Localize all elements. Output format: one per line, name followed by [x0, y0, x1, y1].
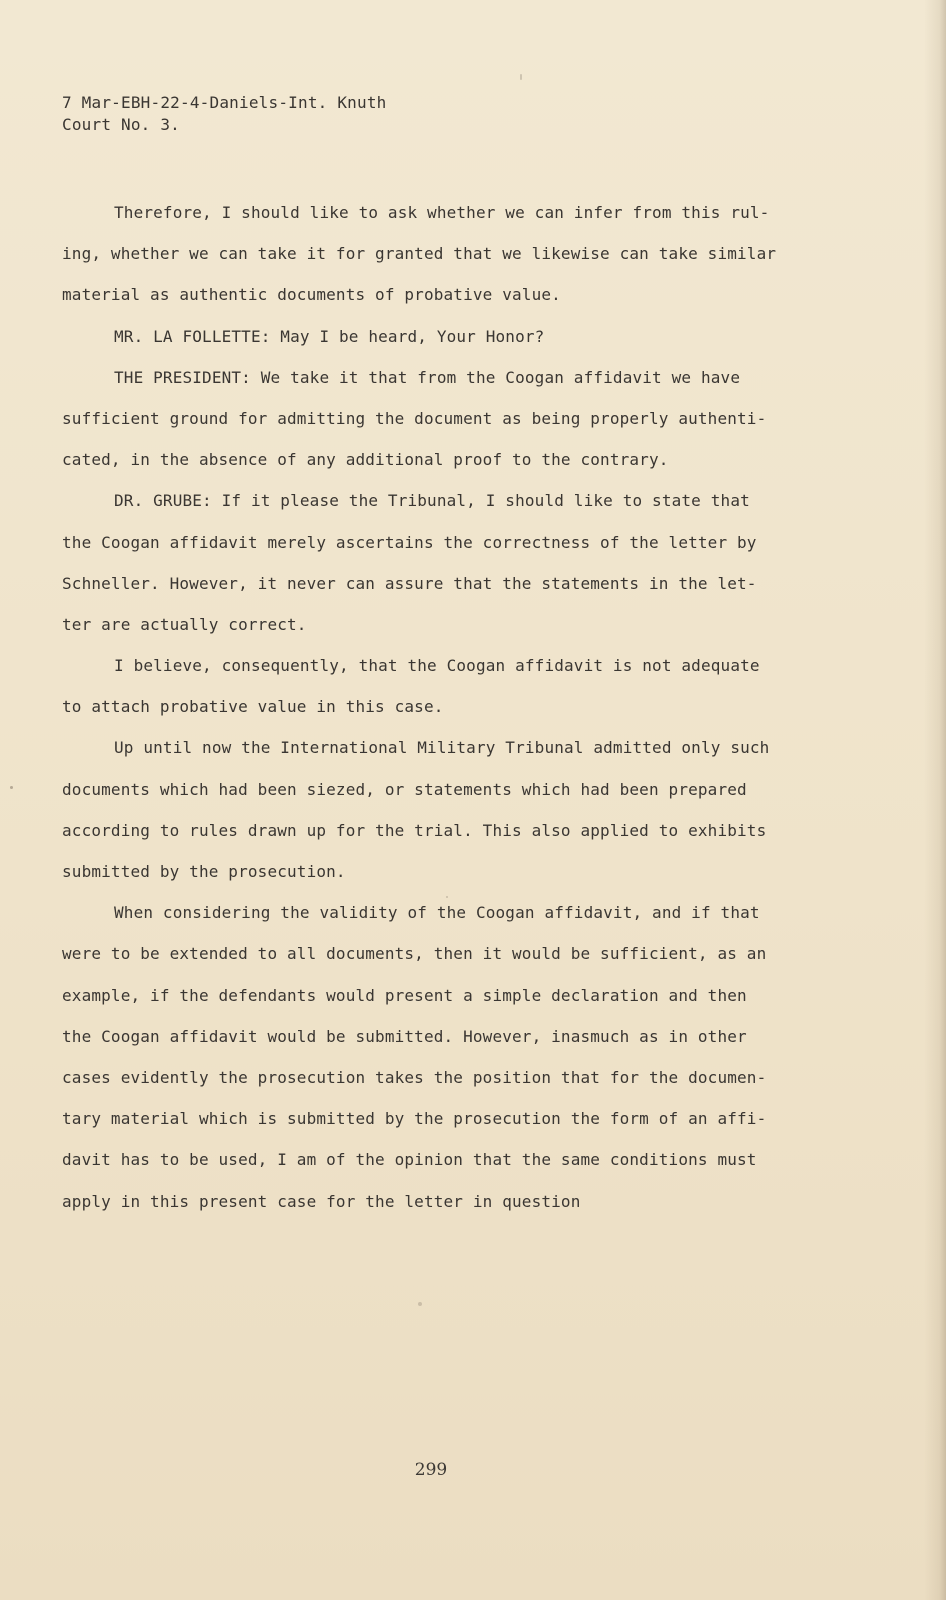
document-header: [62, 92, 386, 136]
transcript-line: the Coogan affidavit would be submitted. However, inasmuch as in other: [62, 1026, 747, 1046]
transcript-line: material as authentic documents of probative value.: [62, 285, 561, 305]
transcript-line: to attach probative value in this case.: [62, 697, 444, 717]
page-edge-shadow: [924, 0, 946, 1600]
page-number: 299: [414, 1460, 448, 1480]
transcript-line: When considering the validity of the Coogan affidavit, and if that: [114, 903, 760, 923]
transcript-line: documents which had been siezed, or statements which had been prepared: [62, 779, 747, 799]
paper-speck: [418, 1302, 422, 1306]
paper-speck: [520, 74, 522, 80]
transcript-line: Therefore, I should like to ask whether we can infer from this rul-: [114, 203, 770, 222]
transcript-line: ing, whether we can take it for granted that we likewise can take similar: [62, 244, 777, 264]
header-reference-line: 7 Mar-EBH-22-4-Daniels-Int. Knuth: [62, 93, 387, 112]
paper-speck: [446, 896, 448, 898]
transcript-line: the Coogan affidavit merely ascertains the correctness of the letter by: [62, 532, 757, 552]
transcript-line: I believe, consequently, that the Coogan affidavit is not adequate: [114, 656, 760, 676]
transcript-line: cases evidently the prosecution takes the position that for the documen-: [62, 1067, 767, 1087]
transcript-line: ter are actually correct.: [62, 614, 307, 634]
transcript-line: according to rules drawn up for the trial. This also applied to exhibits: [62, 820, 767, 840]
transcript-line: Schneller. However, it never can assure that the statements in the let-: [62, 573, 757, 593]
transcript-line: MR. LA FOLLETTE: May I be heard, Your Honor?: [114, 326, 545, 346]
transcript-line: Up until now the International Military Tribunal admitted only such: [114, 738, 770, 758]
header-court-line: Court No. 3.: [62, 115, 180, 134]
transcript-line: THE PRESIDENT: We take it that from the Coogan affidavit we have: [114, 367, 741, 387]
transcript-line: submitted by the prosecution.: [62, 862, 346, 881]
transcript-line: DR. GRUBE: If it please the Tribunal, I should like to state that: [114, 491, 750, 511]
transcript-line: tary material which is submitted by the prosecution the form of an affi-: [62, 1109, 767, 1129]
transcript-line: sufficient ground for admitting the document as being properly authenti-: [62, 408, 767, 428]
transcript-line: apply in this present case for the letter in question: [62, 1191, 581, 1211]
transcript-body: [62, 192, 822, 1222]
paper-speck: [10, 786, 13, 789]
transcript-line: cated, in the absence of any additional proof to the contrary.: [62, 450, 669, 470]
transcript-line: example, if the defendants would present a simple declaration and then: [62, 985, 747, 1005]
transcript-line: were to be extended to all documents, then it would be sufficient, as an: [62, 944, 767, 964]
transcript-line: davit has to be used, I am of the opinion that the same conditions must: [62, 1150, 757, 1170]
